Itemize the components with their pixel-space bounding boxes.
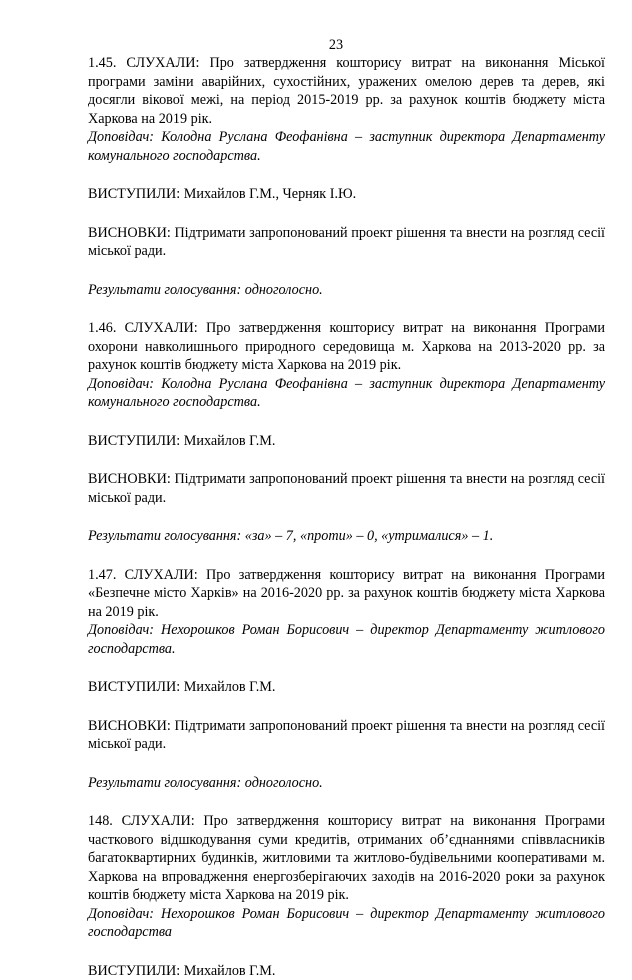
vote-result: Результати голосування: одноголосно. xyxy=(88,281,605,300)
speaker-line: Доповідач: Колодна Руслана Феофанівна – заступник директора Департаменту комунального господарства. xyxy=(88,375,605,412)
speaker-line: Доповідач: Нехорошков Роман Борисович – директор Департаменту житлового господарства. xyxy=(88,621,605,658)
conclusion-paragraph: ВИСНОВКИ: Підтримати запропонований проект рішення та внести на розгляд сесії міської ради. xyxy=(88,717,605,754)
heard-paragraph: 1.46. СЛУХАЛИ: Про затвердження кошторису витрат на виконання Програми охорони навколишнього природного середовища м. Харкова на 2013-2020 рр. за рахунок коштів бюджету міста Харкова на 2019 рік. xyxy=(88,319,605,375)
vote-result: Результати голосування: одноголосно. xyxy=(88,774,605,793)
speaker-line: Доповідач: Колодна Руслана Феофанівна – заступник директора Департаменту комунального господарства. xyxy=(88,128,605,165)
spoke-line: ВИСТУПИЛИ: Михайлов Г.М. xyxy=(88,432,605,451)
spoke-line: ВИСТУПИЛИ: Михайлов Г.М. xyxy=(88,678,605,697)
agenda-item xyxy=(88,566,605,659)
vote-result: Результати голосування: «за» – 7, «проти» – 0, «утрималися» – 1. xyxy=(88,527,605,546)
spoke-line: ВИСТУПИЛИ: Михайлов Г.М., Черняк І.Ю. xyxy=(88,185,605,204)
agenda-item xyxy=(88,319,605,412)
agenda-item xyxy=(88,812,605,942)
speaker-line: Доповідач: Нехорошков Роман Борисович – директор Департаменту житлового господарства xyxy=(88,905,605,942)
page-number: 23 xyxy=(0,36,632,55)
agenda-item xyxy=(88,54,605,165)
minutes-content xyxy=(88,36,605,980)
heard-paragraph: 1.45. СЛУХАЛИ: Про затвердження кошторису витрат на виконання Міської програми заміни аварійних, сухостійних, уражених омелою дерев та дерев, які досягли вікової межі, на період 2015-2019 рр. за рахунок коштів бюджету міста Харкова на 2019 рік. xyxy=(88,54,605,128)
conclusion-paragraph: ВИСНОВКИ: Підтримати запропонований проект рішення та внести на розгляд сесії міської ради. xyxy=(88,470,605,507)
heard-paragraph: 148. СЛУХАЛИ: Про затвердження кошторису витрат на виконання Програми часткового відшкодування суми кредитів, отриманих об’єднаннями співвласників багатоквартирних будинків, житловими та житлово-будівельними кооперативами м. Харкова на впровадження енергозберігаючих заходів на 2016-2020 роки за рахунок коштів бюджету міста Харкова на 2019 рік. xyxy=(88,812,605,905)
conclusion-paragraph: ВИСНОВКИ: Підтримати запропонований проект рішення та внести на розгляд сесії міської ради. xyxy=(88,224,605,261)
spoke-line: ВИСТУПИЛИ: Михайлов Г.М. xyxy=(88,962,605,980)
heard-paragraph: 1.47. СЛУХАЛИ: Про затвердження кошторису витрат на виконання Програми «Безпечне місто Харків» на 2016-2020 рр. за рахунок коштів бюджету міста Харкова на 2019 рік. xyxy=(88,566,605,622)
